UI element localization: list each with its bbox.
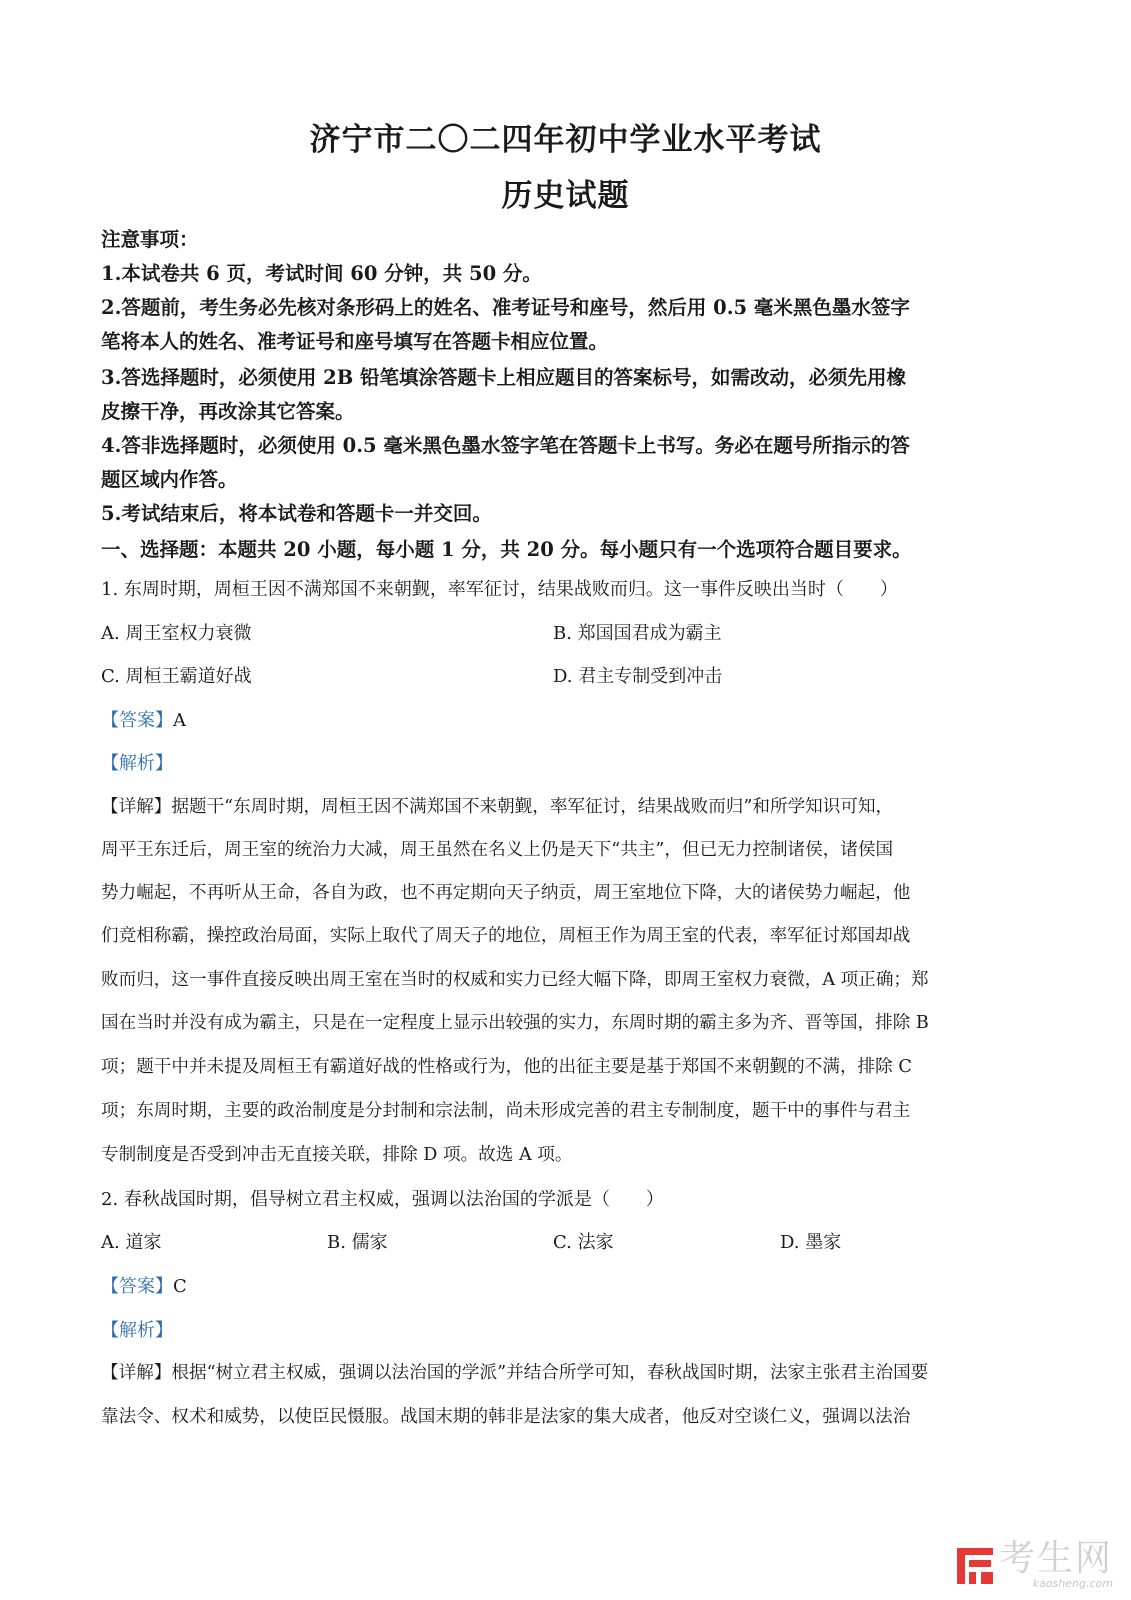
q1-detail-line: 们竞相称霸，操控政治局面，实际上取代了周天子的地位，周桓王作为周王室的代表，率军征讨郑国却战 bbox=[101, 926, 911, 946]
q2-option-a: A. 道家 bbox=[101, 1232, 162, 1253]
notice-line: 2.答题前，考生务必先核对条形码上的姓名、准考证号和座号，然后用 0.5 毫米黑色墨水签字 bbox=[101, 296, 910, 319]
detail-text: 据题干“东周时期，周桓王因不满郑国不来朝觐，率军征讨，结果战败而归”和所学知识可知， bbox=[171, 797, 894, 817]
section-heading: 一、选择题：本题共 20 小题，每小题 1 分，共 20 分。每小题只有一个选项符合题目要求。 bbox=[101, 538, 912, 561]
q1-answer bbox=[101, 706, 1041, 732]
notice-line: 4.答非选择题时，必须使用 0.5 毫米黑色墨水签字笔在答题卡上书写。务必在题号所指示的答 bbox=[101, 434, 910, 457]
q1-detail-line: 势力崛起，不再听从王命，各自为政，也不再定期向天子纳贡，周王室地位下降，大的诸侯势力崛起，他 bbox=[101, 883, 911, 903]
page-subtitle: 历史试题 bbox=[501, 178, 630, 214]
q1-option-b: B. 郑国国君成为霸主 bbox=[553, 623, 722, 644]
q2-detail-line: 靠法令、权术和威势，以使臣民慑服。战国末期的韩非是法家的集大成者，他反对空谈仁义，强调以法治 bbox=[101, 1407, 911, 1427]
notice-line: 笔将本人的姓名、准考证号和座号填写在答题卡相应位置。 bbox=[101, 330, 609, 353]
q1-analysis-tag: 【解析】 bbox=[101, 753, 173, 774]
question-1-stem: 1. 东周时期，周桓王因不满郑国不来朝觐，率军征讨，结果战败而归。这一事件反映出当时（ ） bbox=[101, 579, 898, 600]
q1-detail-line bbox=[101, 793, 1041, 818]
notice-line: 皮擦干净，再改涂其它答案。 bbox=[101, 400, 355, 423]
q1-option-a: A. 周王室权力衰微 bbox=[101, 623, 252, 644]
notice-line: 3.答选择题时，必须使用 2B 铅笔填涂答题卡上相应题目的答案标号，如需改动，必须先用橡 bbox=[101, 366, 906, 389]
watermark bbox=[957, 1538, 1113, 1590]
q1-detail-line: 项；题干中并未提及周桓王有霸道好战的性格或行为，他的出征主要是基于郑国不来朝觐的不满，排除 C bbox=[101, 1057, 912, 1077]
q1-option-d: D. 君主专制受到冲击 bbox=[553, 666, 723, 687]
q1-detail-line: 周平王东迁后，周王室的统治力大减，周王虽然在名义上仍是天下“共主”，但已无力控制诸侯，诸侯国 bbox=[101, 840, 894, 860]
q2-answer bbox=[101, 1272, 1041, 1298]
notice-line: 1.本试卷共 6 页，考试时间 60 分钟，共 50 分。 bbox=[101, 262, 542, 285]
q1-detail-line: 败而归，这一事件直接反映出周王室在当时的权威和实力已经大幅下降，即周王室权力衰微，A 项正确；郑 bbox=[101, 970, 929, 990]
q1-detail-line: 国在当时并没有成为霸主，只是在一定程度上显示出较强的实力，东周时期的霸主多为齐、晋等国，排除 B bbox=[101, 1013, 929, 1033]
page-title: 济宁市二〇二四年初中学业水平考试 bbox=[309, 122, 822, 158]
q1-option-c: C. 周桓王霸道好战 bbox=[101, 666, 252, 687]
detail-tag: 【详解】 bbox=[101, 1363, 172, 1383]
notice-heading: 注意事项： bbox=[101, 228, 199, 251]
answer-tag: 【答案】 bbox=[101, 710, 173, 731]
q2-analysis-tag: 【解析】 bbox=[101, 1320, 173, 1341]
q2-option-c: C. 法家 bbox=[553, 1232, 614, 1253]
detail-text: 根据“树立君主权威，强调以法治国的学派”并结合所学可知，春秋战国时期，法家主张君主治国要 bbox=[171, 1363, 929, 1383]
notice-line: 5.考试结束后，将本试卷和答题卡一并交回。 bbox=[101, 502, 492, 525]
kaosheng-logo-icon bbox=[957, 1548, 993, 1584]
answer-value: C bbox=[173, 1276, 187, 1297]
q1-detail-line: 专制制度是否受到冲击无直接关联，排除 D 项。故选 A 项。 bbox=[101, 1145, 573, 1165]
q1-detail-line: 项；东周时期，主要的政治制度是分封制和宗法制，尚未形成完善的君主专制制度，题干中的事件与君主 bbox=[101, 1101, 911, 1121]
watermark-text: 考生网 bbox=[998, 1538, 1113, 1579]
q2-option-b: B. 儒家 bbox=[327, 1232, 388, 1253]
question-2-stem: 2. 春秋战国时期，倡导树立君主权威，强调以法治国的学派是（ ） bbox=[101, 1189, 664, 1210]
detail-tag: 【详解】 bbox=[101, 797, 172, 817]
q2-option-d: D. 墨家 bbox=[780, 1232, 842, 1253]
watermark-url: kaosheng.com bbox=[1032, 1577, 1113, 1590]
answer-value: A bbox=[173, 710, 186, 731]
notice-line: 题区域内作答。 bbox=[101, 468, 238, 491]
q2-detail-line bbox=[101, 1359, 1041, 1384]
answer-tag: 【答案】 bbox=[101, 1276, 173, 1297]
